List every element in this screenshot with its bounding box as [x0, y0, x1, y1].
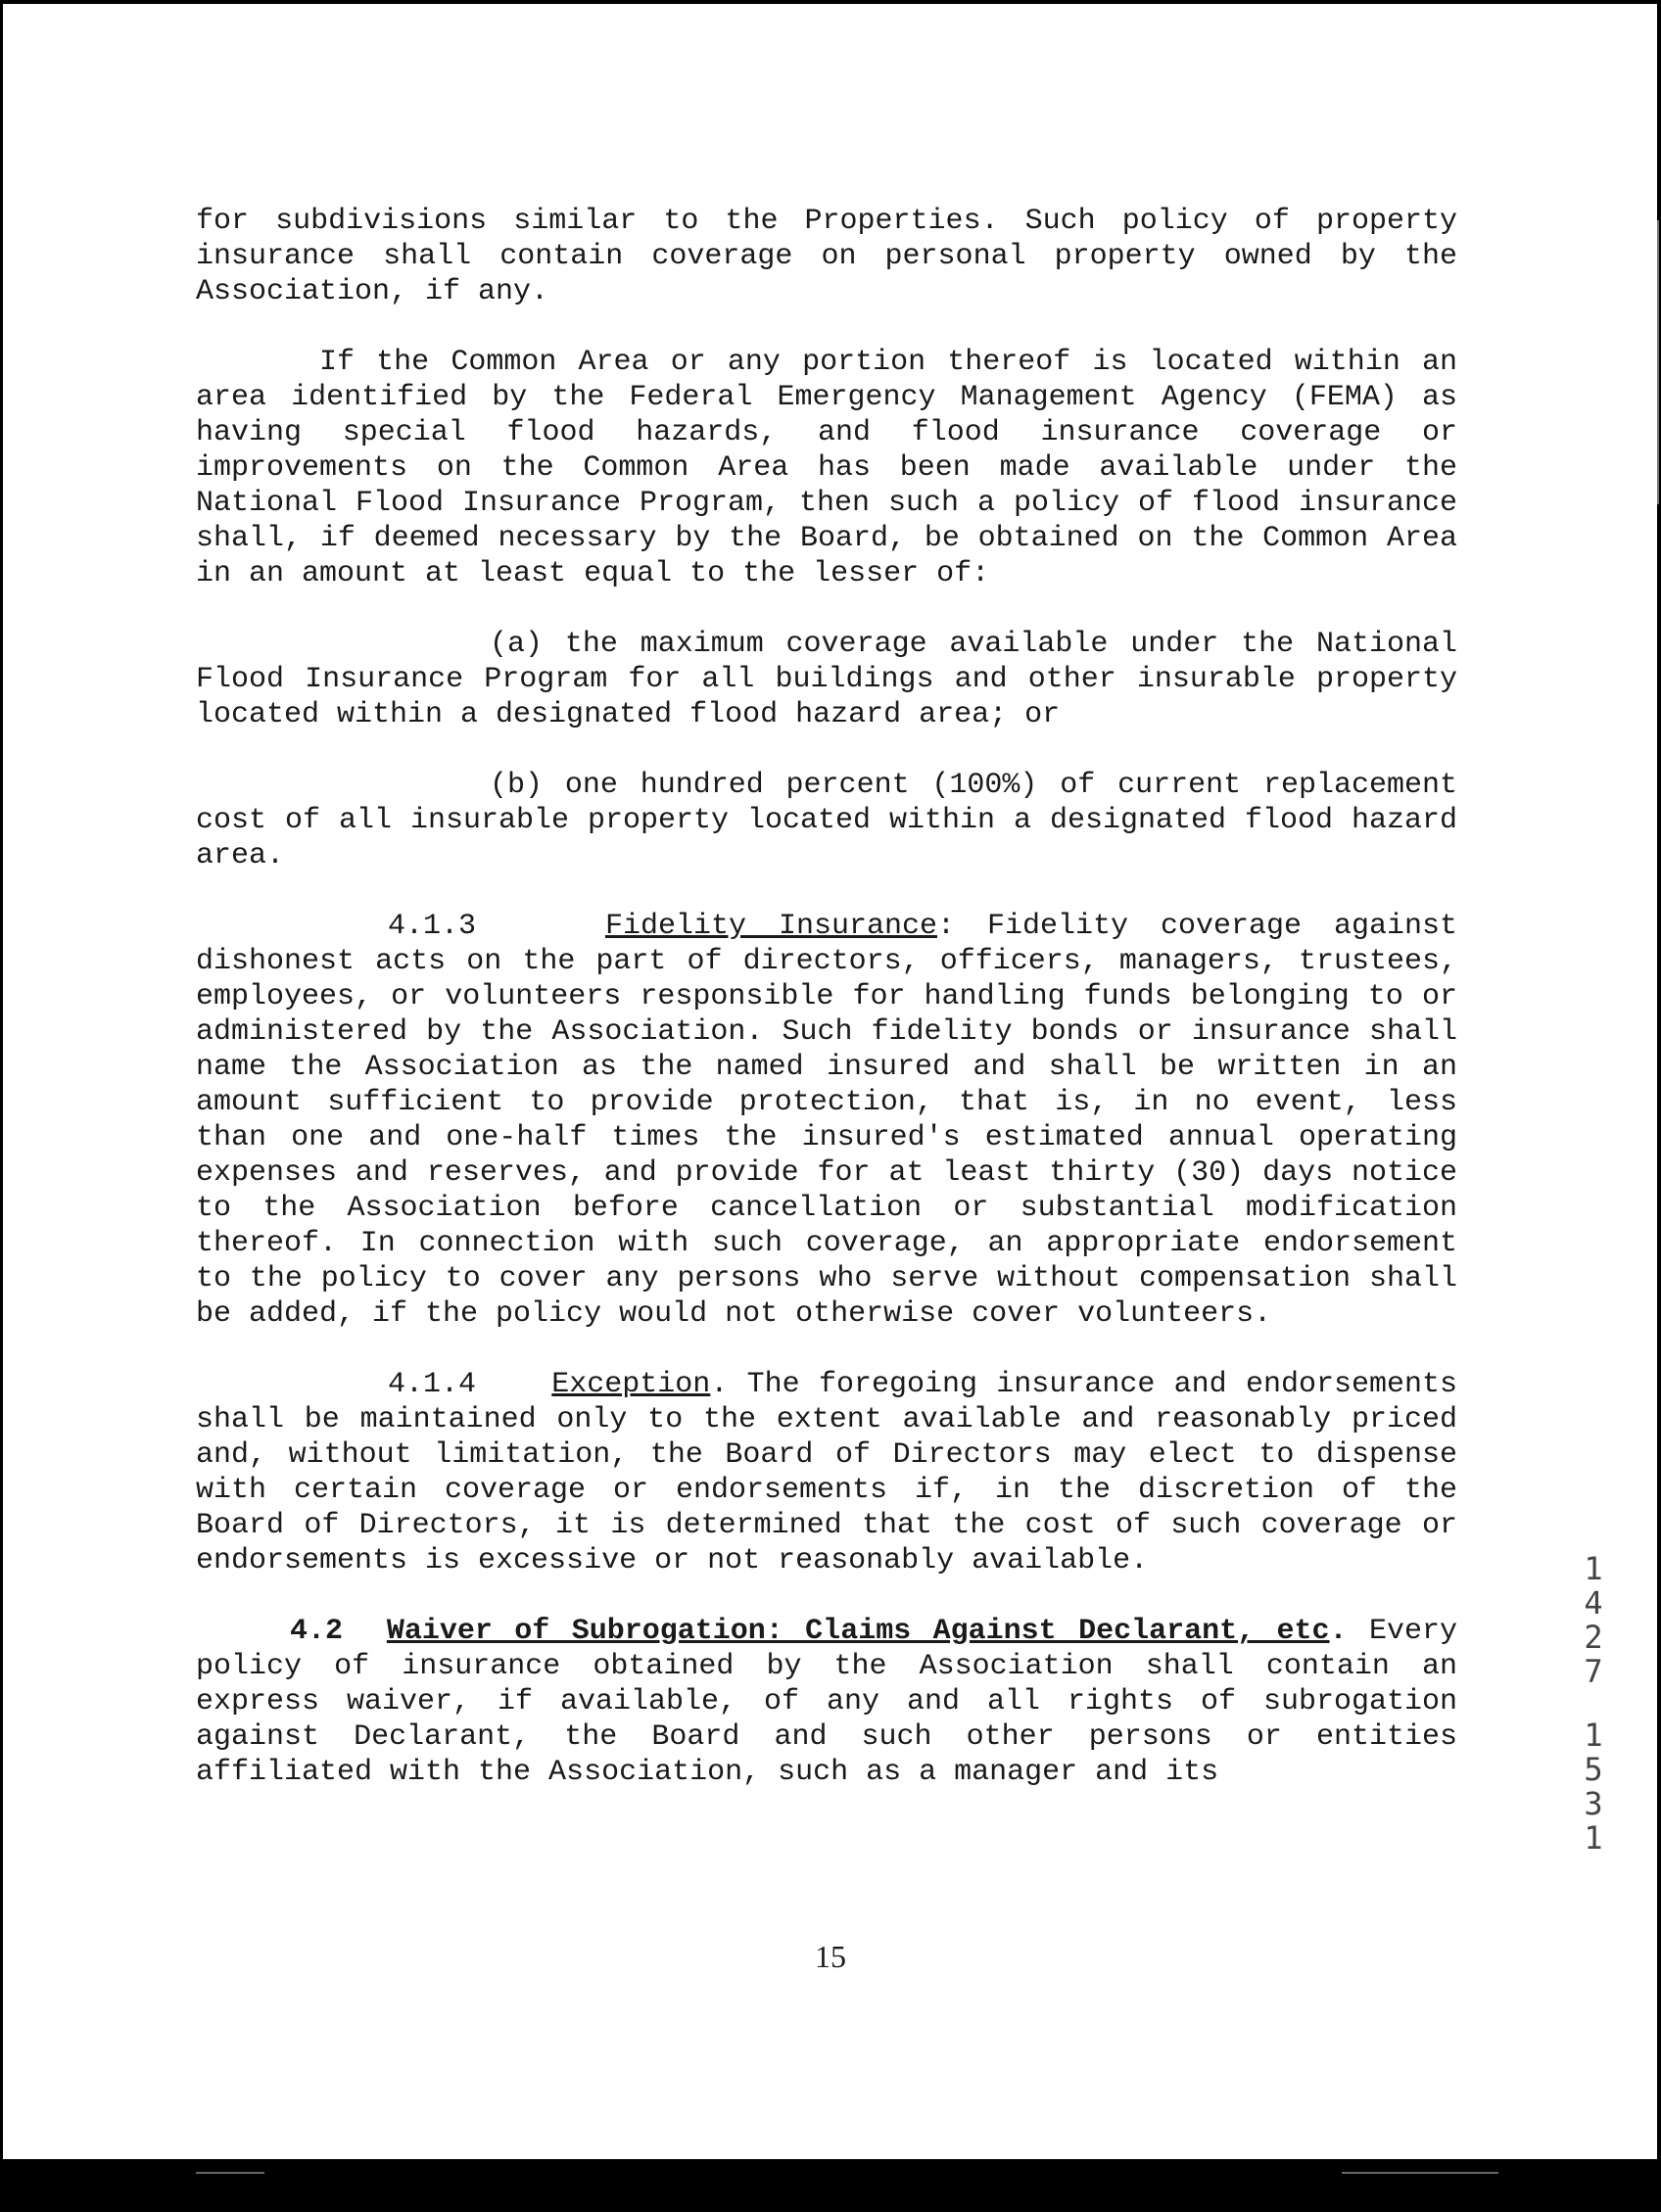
section-heading-punct: .	[710, 1368, 729, 1401]
section-body: Fidelity coverage against dishonest acts on the part of directors, officers, managers, trustees, employees, or volunteers responsible for handling funds belonging to or administered by the Association. Such fidelity bonds or insurance shall name the Association as the named insured and shall be written in an amount sufficient to provide protection, that is, in no event, less than one and one-half times the insured's estimated annual operating expenses and reserves, and provide for at least thirty (30) days notice to the Association before cancellation or substantial modification thereof. In connection with such coverage, an appropriate endorsement to the policy to cover any persons who serve without compensation shall be added, if the policy would not otherwise cover volunteers.	[196, 910, 1457, 1331]
section-heading-punct: :	[936, 910, 955, 943]
paragraph-property-insurance: for subdivisions similar to the Properties. Such policy of property insurance shall contain coverage on personal property owned by the Association, if any.	[196, 205, 1457, 308]
section-number: 4.1.4	[388, 1368, 477, 1401]
page-number: 15	[815, 1939, 846, 1974]
stamp-digit: 1	[1584, 1717, 1603, 1754]
stamp-digit: 4	[1584, 1584, 1603, 1622]
section-4-2	[196, 1614, 1457, 1790]
scan-artifact-line	[196, 2172, 264, 2174]
section-body: Every policy of insurance obtained by the Association shall contain an express waiver, if available, of any and all rights of subrogation against Declarant, the Board and such other persons or entities affiliated with the Association, such as a manager and its	[196, 1615, 1457, 1789]
section-heading-punct: .	[1329, 1615, 1348, 1648]
section-4-1-4	[196, 1367, 1457, 1578]
section-heading: Fidelity Insurance	[604, 910, 937, 943]
stamp-digit: 7	[1584, 1653, 1603, 1690]
paragraph-item-b: (b) one hundred percent (100%) of current replacement cost of all insurable property located within a designated flood hazard area.	[196, 769, 1457, 872]
section-heading: Exception	[551, 1368, 711, 1401]
stamp-gap	[1579, 1689, 1608, 1718]
paragraph-item-a: (a) the maximum coverage available under the National Flood Insurance Program for all buildings and other insurable property located within a designated flood hazard area; or	[196, 628, 1457, 731]
section-heading: Waiver of Subrogation: Claims Against Declarant, etc	[386, 1615, 1330, 1648]
section-number: 4.1.3	[388, 910, 477, 943]
paragraph-flood-insurance: If the Common Area or any portion thereof is located within an area identified by the Federal Emergency Management Agency (FEMA) as having special flood hazards, and flood insurance coverage or improvements on the Common Area has been made available under the National Flood Insurance Program, then such a policy of flood insurance shall, if deemed necessary by the Board, be obtained on the Common Area in an amount at least equal to the lesser of:	[196, 346, 1457, 590]
stamp-digit: 2	[1584, 1619, 1603, 1656]
section-body: The foregoing insurance and endorsements shall be maintained only to the extent available and reasonably priced and, without limitation, the Board of Directors may elect to dispense with certain coverage or endorsements if, in the discretion of the Board of Directors, it is determined that the cost of such coverage or endorsements is excessive or not reasonably available.	[196, 1368, 1458, 1577]
scan-border-left	[0, 0, 3, 2212]
margin-scan-mark	[1657, 220, 1659, 504]
section-4-1-3	[196, 909, 1457, 1332]
scan-border-bottom	[0, 2159, 1661, 2212]
document-body	[196, 204, 1457, 1790]
scan-border-top	[0, 0, 1661, 4]
scan-artifact-line	[1342, 2172, 1498, 2174]
section-number: 4.2	[290, 1615, 344, 1648]
stamp-digit: 5	[1584, 1751, 1603, 1788]
stamp-digit: 1	[1584, 1819, 1603, 1857]
recording-stamp	[1579, 1552, 1608, 1856]
stamp-digit: 3	[1584, 1785, 1603, 1822]
stamp-digit: 1	[1584, 1550, 1603, 1587]
